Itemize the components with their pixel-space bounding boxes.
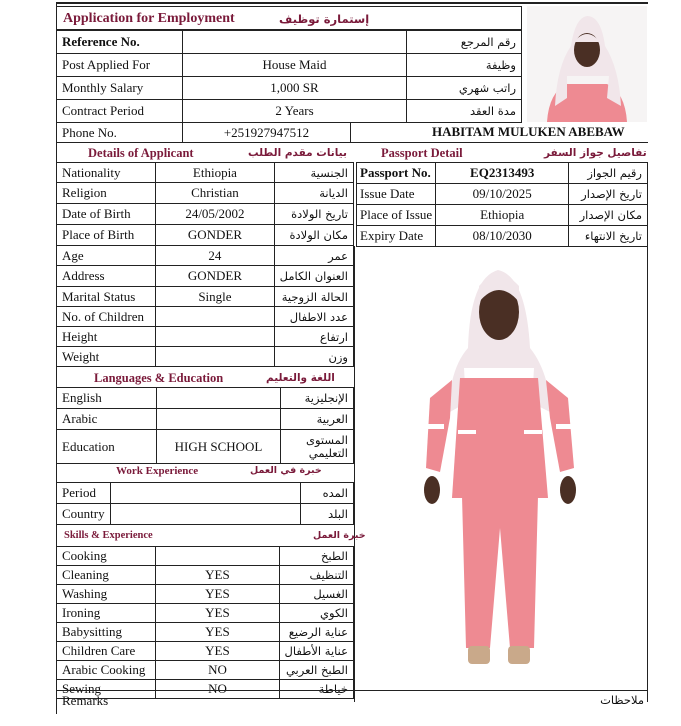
nationality-label-ar: الجنسية [274, 163, 353, 183]
washing-label: Washing [57, 585, 156, 604]
table-row [57, 31, 522, 54]
phone-table [56, 122, 351, 143]
sewing-value: NO [156, 680, 279, 699]
table-row [357, 226, 648, 247]
english-label: English [57, 388, 157, 409]
pob-value: GONDER [156, 225, 274, 246]
table-row [57, 547, 354, 566]
applicant-name: HABITAM MULUKEN ABEBAW [432, 124, 625, 139]
skills-title-en: Skills & Experience [64, 530, 153, 541]
table-row [57, 307, 354, 327]
arabic-label: Arabic [57, 409, 157, 430]
portrait-image [527, 6, 647, 122]
phone-value: +251927947512 [183, 123, 351, 143]
ironing-value: YES [156, 604, 279, 623]
salary-label-ar: راتب شهري [407, 77, 522, 100]
education-label-ar-2: التعليمي [308, 445, 348, 460]
pob-label-ar: مكان الولادة [274, 225, 353, 246]
period-label-ar: المده [301, 483, 354, 504]
table-row [57, 123, 351, 143]
weight-value [156, 347, 274, 367]
passport-title-ar: تفاصيل جواز السفر [544, 147, 647, 159]
languages-title-en: Languages & Education [94, 371, 224, 385]
dob-label: Date of Birth [57, 204, 156, 225]
address-value: GONDER [156, 266, 274, 287]
form-title-bar [56, 6, 522, 30]
washing-label-ar: الغسيل [279, 585, 353, 604]
table-row [57, 287, 354, 307]
page-top-border [56, 2, 648, 4]
table-row [57, 483, 354, 504]
languages-table [56, 387, 354, 464]
ironing-label: Ironing [57, 604, 156, 623]
washing-value: YES [156, 585, 279, 604]
remarks-row [56, 690, 648, 712]
education-value: HIGH SCHOOL [157, 430, 281, 464]
table-row [57, 100, 522, 123]
issue-date-value: 09/10/2025 [436, 184, 569, 205]
nationality-label: Nationality [57, 163, 156, 183]
applicant-full-body-photo [400, 258, 600, 678]
name-underline [351, 142, 648, 143]
table-row [57, 430, 354, 464]
details-table [56, 162, 354, 367]
reference-label-ar: رقم المرجع [407, 31, 522, 54]
period-label: Period [57, 483, 111, 504]
table-row [57, 409, 354, 430]
table-row [57, 54, 522, 77]
work-title-en: Work Experience [116, 465, 199, 477]
passport-title-en: Passport Detail [381, 146, 463, 160]
passport-table [356, 162, 648, 247]
weight-label: Weight [57, 347, 156, 367]
table-row [57, 163, 354, 183]
babysitting-label: Babysitting [57, 623, 156, 642]
table-row [57, 327, 354, 347]
height-label: Height [57, 327, 156, 347]
issue-date-label: Issue Date [357, 184, 436, 205]
contract-label: Contract Period [57, 100, 183, 123]
children-label: No. of Children [57, 307, 156, 327]
table-row [57, 347, 354, 367]
age-label-ar: عمر [274, 246, 353, 266]
work-table [56, 482, 354, 525]
education-label: Education [57, 430, 157, 464]
arabic-label-ar: العربية [281, 409, 354, 430]
salary-value: 1,000 SR [183, 77, 407, 100]
address-label-ar: العنوان الكامل [274, 266, 353, 287]
country-label-ar: البلد [301, 504, 354, 525]
applicant-portrait-photo [527, 6, 647, 122]
marital-label-ar: الحالة الزوجية [274, 287, 353, 307]
table-row [57, 204, 354, 225]
address-label: Address [57, 266, 156, 287]
post-label: Post Applied For [57, 54, 183, 77]
religion-value: Christian [156, 183, 274, 204]
arabic-cooking-value: NO [156, 661, 279, 680]
post-value: House Maid [183, 54, 407, 77]
reference-label: Reference No. [57, 31, 183, 54]
dob-value: 24/05/2002 [156, 204, 274, 225]
work-title-ar: خبرة في العمل [250, 465, 322, 476]
religion-label: Religion [57, 183, 156, 204]
cooking-label-ar: الطبخ [279, 547, 353, 566]
period-value [111, 483, 301, 504]
expiry-label-ar: تاريخ الانتهاء [569, 226, 648, 247]
table-row [57, 642, 354, 661]
table-row [357, 163, 648, 184]
children-value [156, 307, 274, 327]
children-care-label-ar: عناية الأطفال [279, 642, 353, 661]
education-label-ar-1: المستوى [305, 432, 348, 447]
nationality-value: Ethiopia [156, 163, 274, 183]
education-label-ar [281, 430, 354, 464]
table-row [57, 623, 354, 642]
height-label-ar: ارتفاع [274, 327, 353, 347]
country-label: Country [57, 504, 111, 525]
sewing-label: Sewing [57, 680, 156, 699]
ironing-label-ar: الكوي [279, 604, 353, 623]
phone-label: Phone No. [57, 123, 183, 143]
english-label-ar: الإنجليزية [281, 388, 354, 409]
remarks-label-ar: ملاحظات [600, 693, 644, 707]
skills-title-ar: خبرة العمل [313, 530, 366, 541]
table-row [57, 225, 354, 246]
country-value [111, 504, 301, 525]
salary-label: Monthly Salary [57, 77, 183, 100]
table-row [57, 585, 354, 604]
arabic-cooking-label-ar: الطبخ العربي [279, 661, 353, 680]
cleaning-value: YES [156, 566, 279, 585]
table-row [57, 661, 354, 680]
form-title-en: Application for Employment [63, 11, 235, 26]
table-row [57, 246, 354, 266]
babysitting-label-ar: عناية الرضيع [279, 623, 353, 642]
weight-label-ar: وزن [274, 347, 353, 367]
age-label: Age [57, 246, 156, 266]
passport-no-label-ar: رقيم الجواز [569, 163, 648, 184]
cooking-label: Cooking [57, 547, 156, 566]
details-title-en: Details of Applicant [88, 146, 194, 160]
english-value [157, 388, 281, 409]
post-label-ar: وظيفة [407, 54, 522, 77]
issue-date-label-ar: تاريخ الإصدار [569, 184, 648, 205]
religion-label-ar: الديانة [274, 183, 353, 204]
age-value: 24 [156, 246, 274, 266]
contract-value: 2 Years [183, 100, 407, 123]
table-row [57, 183, 354, 204]
babysitting-value: YES [156, 623, 279, 642]
table-row [57, 388, 354, 409]
table-row [57, 77, 522, 100]
cleaning-label-ar: التنظيف [279, 566, 353, 585]
skills-table [56, 546, 354, 699]
arabic-cooking-label: Arabic Cooking [57, 661, 156, 680]
arabic-value [157, 409, 281, 430]
contract-label-ar: مدة العقد [407, 100, 522, 123]
sewing-label-ar: خياطة [279, 680, 353, 699]
cooking-value [156, 547, 279, 566]
place-issue-value: Ethiopia [436, 205, 569, 226]
expiry-value: 08/10/2030 [436, 226, 569, 247]
place-issue-label-ar: مكان الإصدار [569, 205, 648, 226]
cleaning-label: Cleaning [57, 566, 156, 585]
top-info-table [56, 30, 522, 123]
children-label-ar: عدد الاطفال [274, 307, 353, 327]
marital-value: Single [156, 287, 274, 307]
height-value [156, 327, 274, 347]
table-row [357, 205, 648, 226]
remarks-label: Remarks [62, 693, 109, 708]
pob-label: Place of Birth [57, 225, 156, 246]
marital-label: Marital Status [57, 287, 156, 307]
expiry-label: Expiry Date [357, 226, 436, 247]
table-row [57, 566, 354, 585]
place-issue-label: Place of Issue [357, 205, 436, 226]
table-row [57, 504, 354, 525]
form-title-ar: إستمارة توظيف [279, 12, 370, 26]
table-row [357, 184, 648, 205]
reference-value [183, 31, 407, 54]
full-body-image [400, 258, 600, 678]
passport-no-label: Passport No. [357, 163, 436, 184]
dob-label-ar: تاريخ الولادة [274, 204, 353, 225]
languages-title-ar: اللغة والتعليم [266, 372, 335, 384]
table-row [57, 604, 354, 623]
details-title-ar: بيانات مقدم الطلب [248, 147, 347, 159]
children-care-value: YES [156, 642, 279, 661]
table-row [57, 266, 354, 287]
passport-no-value: EQ2313493 [436, 163, 569, 184]
children-care-label: Children Care [57, 642, 156, 661]
